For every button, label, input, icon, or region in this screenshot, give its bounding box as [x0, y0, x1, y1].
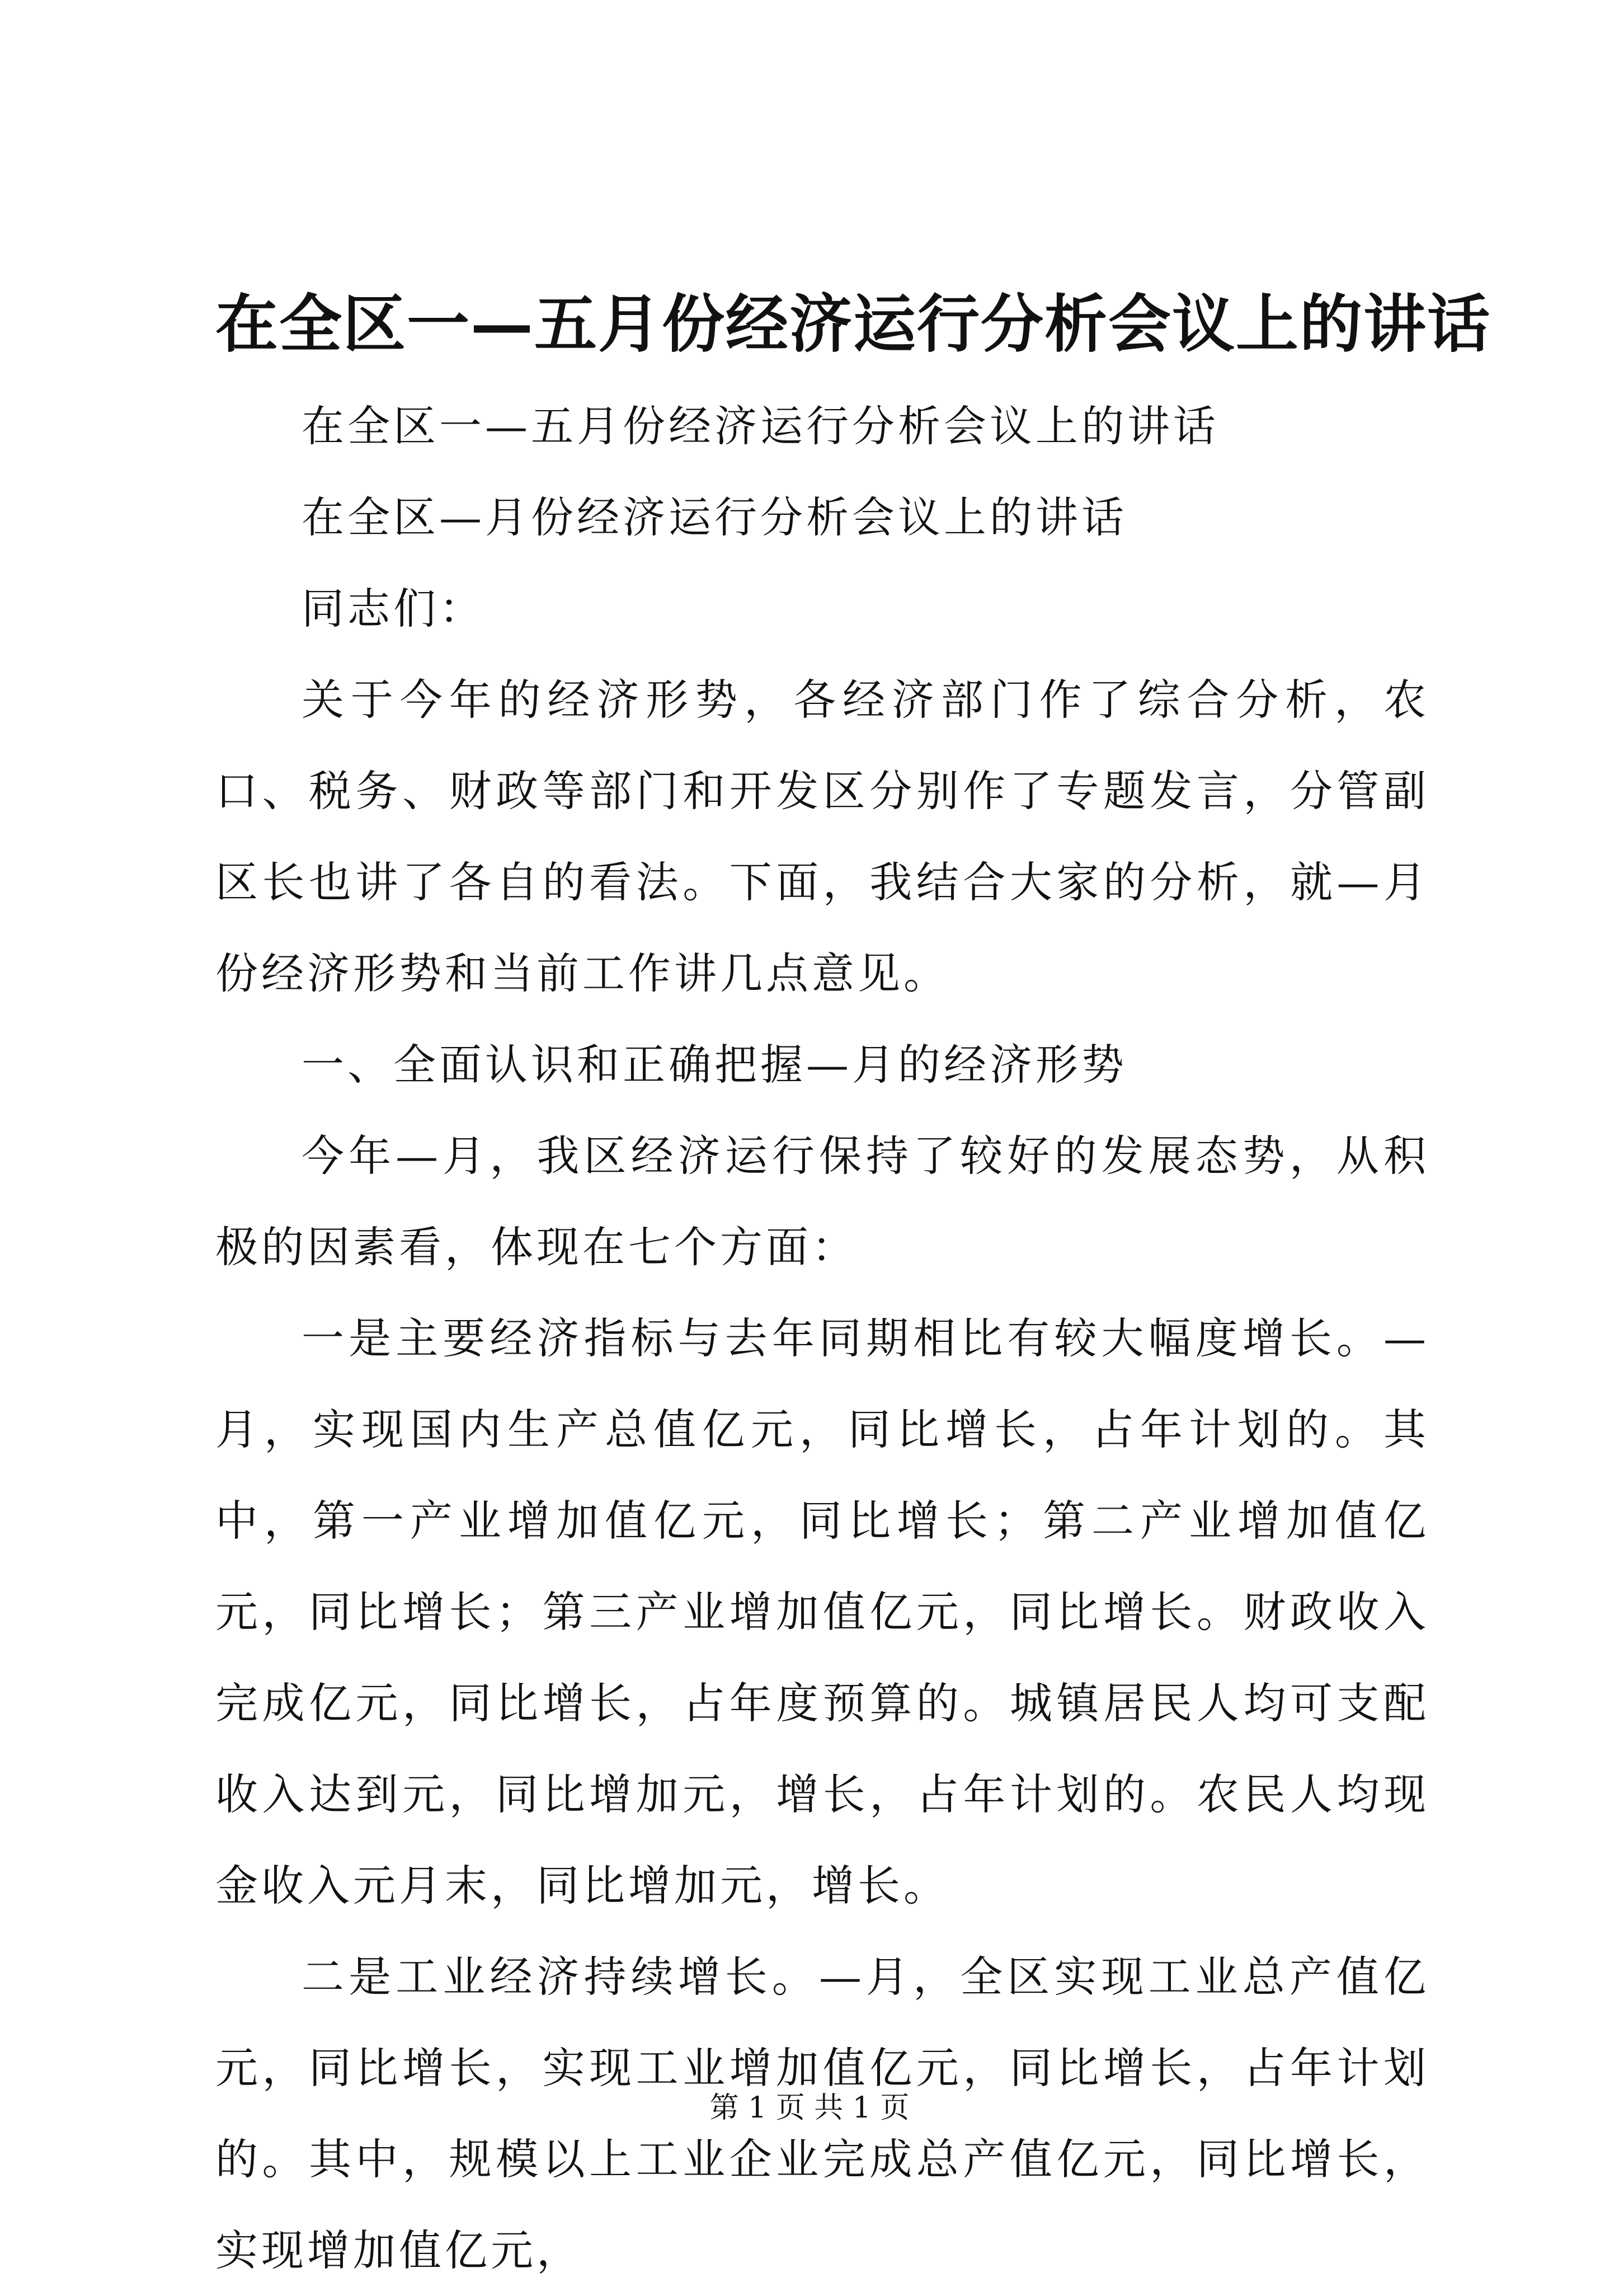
paragraph-point-one: 一是主要经济指标与去年同期相比有较大幅度增长。—月，实现国内生产总值亿元，同比增长，占年计划的。其中，第一产业增加值亿元，同比增长；第二产业增加值亿元，同比增长；第三产业增加值亿元，同比增长。财政收入完成亿元，同比增长，占年度预算的。城镇居民人均可支配收入达到元，同比增加元，增长，占年计划的。农民人均现金收入元月末，同比增加元，增长。 [215, 1313, 1429, 1910]
paragraph-salutation: 同志们： [302, 584, 485, 633]
paragraph-subtitle: 在全区一—五月份经济运行分析会议上的讲话 [302, 401, 1219, 451]
paragraph-intro: 关于今年的经济形势，各经济部门作了综合分析，农口、税务、财政等部门和开发区分别作了专题发言，分管副区长也讲了各自的看法。下面，我结合大家的分析，就—月份经济形势和当前工作讲几点意见。 [215, 675, 1429, 998]
paragraph-point-two: 二是工业经济持续增长。—月，全区实现工业总产值亿元，同比增长，实现工业增加值亿元，同比增长，占年计划的。其中，规模以上工业企业完成总产值亿元，同比增长，实现增加值亿元， [215, 1952, 1429, 2275]
document-body [215, 381, 1429, 2296]
document-title: 在全区一—五月份经济运行分析会议上的讲话 [215, 288, 1491, 361]
page-footer: 第 1 页 共 1 页 [709, 2091, 910, 2125]
section-heading: 一、全面认识和正确把握—月的经济形势 [302, 1040, 1127, 1090]
paragraph-overview: 今年—月，我区经济运行保持了较好的发展态势，从积极的因素看，体现在七个方面： [215, 1131, 1429, 1272]
paragraph-subtitle-alt: 在全区—月份经济运行分析会议上的讲话 [302, 492, 1127, 542]
